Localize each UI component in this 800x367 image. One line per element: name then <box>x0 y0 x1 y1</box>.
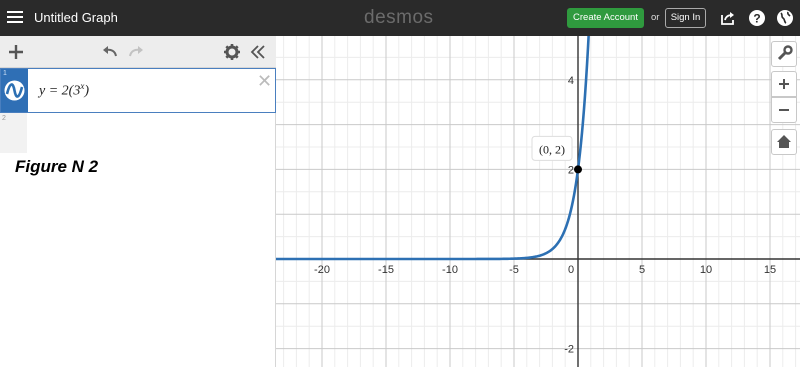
delete-expression-close-icon[interactable]: ✕ <box>257 71 273 91</box>
globe-language-icon[interactable] <box>776 9 794 27</box>
help-icon[interactable] <box>748 9 766 27</box>
sign-in-button[interactable]: Sign In <box>665 8 706 28</box>
expression-gutter[interactable] <box>1 69 28 112</box>
graph-title[interactable]: Untitled Graph <box>34 10 118 25</box>
zoom-out-minus-icon <box>772 98 796 122</box>
share-icon[interactable] <box>719 9 737 27</box>
x-tick-label: 0 <box>567 264 575 276</box>
x-tick-label: 5 <box>638 264 646 276</box>
expression-index: 2 <box>2 115 6 122</box>
or-text: or <box>651 12 660 23</box>
zoom-in-plus-icon <box>772 72 796 96</box>
expression-index: 1 <box>3 70 7 77</box>
x-tick-label: -5 <box>509 264 519 276</box>
x-axis-ticks <box>314 264 776 276</box>
wrench-icon <box>772 42 796 66</box>
y-tick-label: 2 <box>567 164 574 177</box>
collapse-panel-icon[interactable] <box>249 43 267 61</box>
major-gridlines <box>276 36 800 367</box>
y-tick-label: 4 <box>567 74 574 87</box>
figure-label: Figure N 2 <box>15 157 99 176</box>
x-tick-label: 15 <box>763 264 777 276</box>
create-account-button[interactable]: Create Account <box>567 8 644 28</box>
add-item-plus-icon[interactable] <box>7 43 25 61</box>
expression-panel <box>0 36 276 367</box>
home-icon <box>772 130 796 154</box>
point-label: (0, 2) <box>539 142 565 157</box>
desmos-logo: desmos <box>364 7 434 28</box>
zoom-in-button[interactable] <box>771 71 797 97</box>
graph-settings-button[interactable] <box>771 41 797 67</box>
expression-math[interactable]: $y = 2(3^x)$ <box>39 81 89 99</box>
graph-canvas[interactable] <box>276 36 800 367</box>
axes <box>276 36 800 367</box>
highlighted-point[interactable] <box>574 165 582 173</box>
graph-visibility-icon[interactable] <box>4 80 25 101</box>
undo-icon[interactable] <box>101 43 119 61</box>
x-tick-label: -20 <box>314 264 330 276</box>
hamburger-menu-icon[interactable] <box>7 9 23 25</box>
zoom-out-button[interactable] <box>771 97 797 123</box>
default-viewport-button[interactable] <box>771 129 797 155</box>
x-tick-label: 10 <box>699 264 713 276</box>
svg-text:?: ? <box>753 11 761 26</box>
x-tick-label: -15 <box>378 264 394 276</box>
redo-icon[interactable] <box>127 43 145 61</box>
y-tick-label: -2 <box>564 343 574 356</box>
minor-gridlines <box>276 36 800 367</box>
expression-toolbar <box>0 36 276 68</box>
empty-expression-gutter[interactable] <box>0 113 27 153</box>
expression-item[interactable] <box>0 68 276 113</box>
settings-gear-icon[interactable] <box>223 43 241 61</box>
x-tick-label: -10 <box>442 264 458 276</box>
top-bar <box>0 0 800 36</box>
